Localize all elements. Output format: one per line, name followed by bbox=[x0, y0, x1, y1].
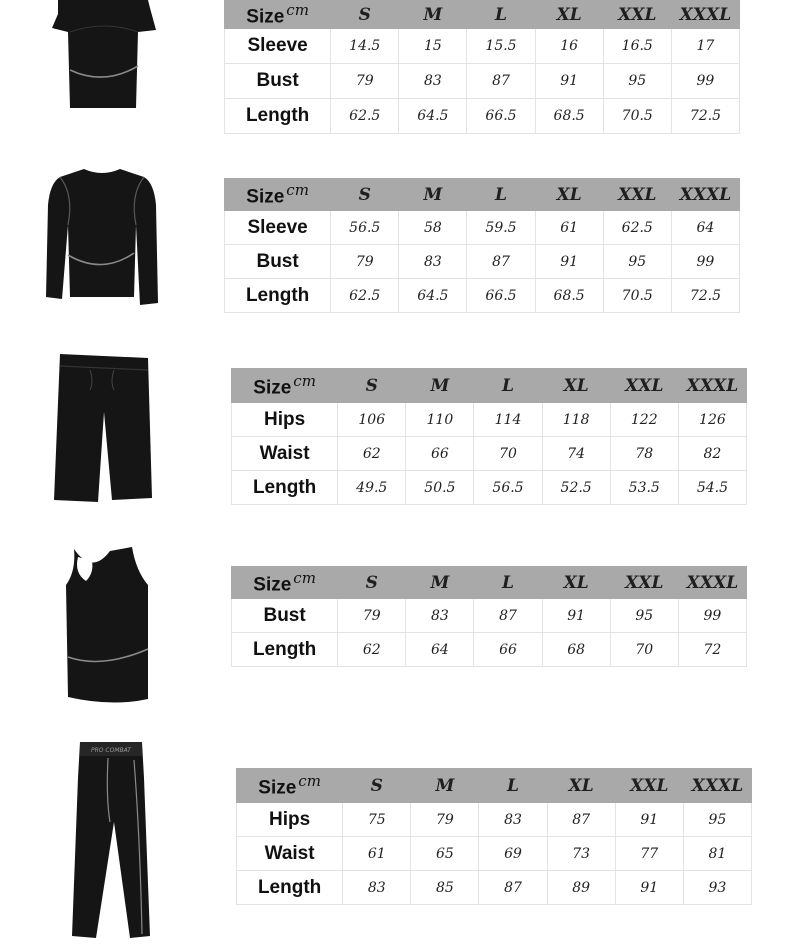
measurement-value: 79 bbox=[411, 803, 479, 837]
measurement-label: Sleeve bbox=[225, 211, 331, 245]
measurement-label: Hips bbox=[232, 403, 338, 437]
measurement-value: 99 bbox=[671, 245, 739, 279]
measurement-label: Bust bbox=[232, 599, 338, 633]
measurement-value: 74 bbox=[542, 437, 610, 471]
measurement-row bbox=[225, 211, 740, 245]
measurement-value: 106 bbox=[338, 403, 406, 437]
measurement-value: 95 bbox=[603, 245, 671, 279]
measurement-label: Length bbox=[232, 633, 338, 667]
measurement-label: Waist bbox=[237, 837, 343, 871]
measurement-label: Length bbox=[225, 279, 331, 313]
size-m-header: M bbox=[411, 769, 479, 803]
measurement-value: 99 bbox=[671, 64, 739, 99]
long-sleeve-shirt-icon bbox=[40, 165, 164, 311]
size-table bbox=[224, 0, 740, 134]
measurement-value: 68.5 bbox=[535, 99, 603, 134]
measurement-value: 91 bbox=[615, 803, 683, 837]
measurement-value: 78 bbox=[610, 437, 678, 471]
waistband-text: PRO COMBAT bbox=[91, 747, 131, 754]
measurement-value: 83 bbox=[399, 245, 467, 279]
measurement-value: 118 bbox=[542, 403, 610, 437]
size-xxl-header: XXL bbox=[610, 567, 678, 599]
size-m-header: M bbox=[406, 369, 474, 403]
measurement-value: 66.5 bbox=[467, 99, 535, 134]
measurement-row bbox=[225, 245, 740, 279]
size-unit-header: Size $^{cm}$ bbox=[225, 179, 331, 211]
measurement-value: 56.5 bbox=[331, 211, 399, 245]
size-header-row bbox=[232, 369, 747, 403]
measurement-value: 61 bbox=[535, 211, 603, 245]
size-s-header: S bbox=[338, 369, 406, 403]
measurement-value: 87 bbox=[547, 803, 615, 837]
measurement-value: 53.5 bbox=[610, 471, 678, 505]
measurement-row bbox=[237, 871, 752, 905]
measurement-value: 70.5 bbox=[603, 279, 671, 313]
measurement-value: 62.5 bbox=[331, 99, 399, 134]
size-unit-header: Size $^{cm}$ bbox=[232, 369, 338, 403]
measurement-row bbox=[237, 837, 752, 871]
measurement-row bbox=[225, 64, 740, 99]
measurement-value: 61 bbox=[343, 837, 411, 871]
measurement-value: 79 bbox=[331, 64, 399, 99]
size-xxl-header: XXL bbox=[610, 369, 678, 403]
measurement-value: 70 bbox=[610, 633, 678, 667]
measurement-value: 72.5 bbox=[671, 279, 739, 313]
measurement-row bbox=[232, 437, 747, 471]
measurement-value: 70.5 bbox=[603, 99, 671, 134]
measurement-value: 59.5 bbox=[467, 211, 535, 245]
measurement-label: Bust bbox=[225, 64, 331, 99]
measurement-label: Hips bbox=[237, 803, 343, 837]
size-header-row bbox=[232, 567, 747, 599]
size-l-header: L bbox=[467, 1, 535, 29]
size-l-header: L bbox=[474, 567, 542, 599]
measurement-value: 79 bbox=[338, 599, 406, 633]
measurement-value: 52.5 bbox=[542, 471, 610, 505]
measurement-value: 93 bbox=[683, 871, 751, 905]
measurement-value: 56.5 bbox=[474, 471, 542, 505]
measurement-value: 66 bbox=[474, 633, 542, 667]
measurement-row bbox=[232, 471, 747, 505]
size-l-header: L bbox=[467, 179, 535, 211]
measurement-label: Length bbox=[232, 471, 338, 505]
measurement-value: 114 bbox=[474, 403, 542, 437]
measurement-row bbox=[237, 803, 752, 837]
measurement-value: 66 bbox=[406, 437, 474, 471]
measurement-value: 85 bbox=[411, 871, 479, 905]
measurement-value: 62 bbox=[338, 437, 406, 471]
measurement-value: 83 bbox=[399, 64, 467, 99]
measurement-value: 91 bbox=[535, 64, 603, 99]
size-xxl-header: XXL bbox=[603, 1, 671, 29]
measurement-value: 87 bbox=[474, 599, 542, 633]
size-l-header: L bbox=[479, 769, 547, 803]
measurement-value: 54.5 bbox=[678, 471, 746, 505]
measurement-value: 58 bbox=[399, 211, 467, 245]
measurement-value: 83 bbox=[343, 871, 411, 905]
measurement-value: 99 bbox=[678, 599, 746, 633]
measurement-value: 89 bbox=[547, 871, 615, 905]
size-xl-header: XL bbox=[542, 369, 610, 403]
measurement-value: 87 bbox=[467, 64, 535, 99]
size-xxxl-header: XXXL bbox=[671, 1, 739, 29]
size-xl-header: XL bbox=[542, 567, 610, 599]
size-xxl-header: XXL bbox=[603, 179, 671, 211]
measurement-value: 81 bbox=[683, 837, 751, 871]
measurement-value: 87 bbox=[467, 245, 535, 279]
measurement-label: Bust bbox=[225, 245, 331, 279]
size-header-row bbox=[225, 179, 740, 211]
size-s-header: S bbox=[331, 1, 399, 29]
measurement-value: 110 bbox=[406, 403, 474, 437]
measurement-value: 126 bbox=[678, 403, 746, 437]
measurement-value: 64 bbox=[406, 633, 474, 667]
short-sleeve-shirt-icon bbox=[44, 0, 162, 118]
size-m-header: M bbox=[399, 1, 467, 29]
size-s-header: S bbox=[331, 179, 399, 211]
measurement-value: 50.5 bbox=[406, 471, 474, 505]
size-l-header: L bbox=[474, 369, 542, 403]
measurement-value: 73 bbox=[547, 837, 615, 871]
shorts-icon bbox=[50, 352, 156, 506]
size-m-header: M bbox=[399, 179, 467, 211]
size-m-header: M bbox=[406, 567, 474, 599]
size-xxl-header: XXL bbox=[615, 769, 683, 803]
measurement-row bbox=[232, 633, 747, 667]
measurement-value: 95 bbox=[603, 64, 671, 99]
size-xxxl-header: XXXL bbox=[678, 567, 746, 599]
measurement-value: 64.5 bbox=[399, 279, 467, 313]
measurement-label: Sleeve bbox=[225, 29, 331, 64]
measurement-value: 17 bbox=[671, 29, 739, 64]
measurement-value: 72 bbox=[678, 633, 746, 667]
measurement-value: 69 bbox=[479, 837, 547, 871]
measurement-value: 66.5 bbox=[467, 279, 535, 313]
size-header-row bbox=[237, 769, 752, 803]
measurement-value: 83 bbox=[479, 803, 547, 837]
measurement-row bbox=[225, 99, 740, 134]
measurement-value: 49.5 bbox=[338, 471, 406, 505]
measurement-row bbox=[232, 599, 747, 633]
measurement-label: Length bbox=[225, 99, 331, 134]
measurement-value: 83 bbox=[406, 599, 474, 633]
measurement-label: Waist bbox=[232, 437, 338, 471]
size-unit-header: Size $^{cm}$ bbox=[225, 1, 331, 29]
measurement-value: 14.5 bbox=[331, 29, 399, 64]
size-xxxl-header: XXXL bbox=[683, 769, 751, 803]
measurement-value: 75 bbox=[343, 803, 411, 837]
size-unit-header: Size $^{cm}$ bbox=[232, 567, 338, 599]
measurement-label: Length bbox=[237, 871, 343, 905]
measurement-value: 70 bbox=[474, 437, 542, 471]
measurement-value: 77 bbox=[615, 837, 683, 871]
size-xxxl-header: XXXL bbox=[671, 179, 739, 211]
measurement-value: 62 bbox=[338, 633, 406, 667]
size-unit-header: Size $^{cm}$ bbox=[237, 769, 343, 803]
measurement-value: 122 bbox=[610, 403, 678, 437]
measurement-value: 87 bbox=[479, 871, 547, 905]
size-table bbox=[231, 566, 747, 667]
measurement-row bbox=[225, 279, 740, 313]
measurement-value: 72.5 bbox=[671, 99, 739, 134]
measurement-value: 16 bbox=[535, 29, 603, 64]
size-table bbox=[236, 768, 752, 905]
measurement-value: 91 bbox=[615, 871, 683, 905]
measurement-value: 82 bbox=[678, 437, 746, 471]
measurement-value: 95 bbox=[610, 599, 678, 633]
size-table bbox=[231, 368, 747, 505]
measurement-value: 15 bbox=[399, 29, 467, 64]
measurement-row bbox=[232, 403, 747, 437]
measurement-value: 68 bbox=[542, 633, 610, 667]
measurement-value: 15.5 bbox=[467, 29, 535, 64]
measurement-value: 64.5 bbox=[399, 99, 467, 134]
measurement-value: 62.5 bbox=[603, 211, 671, 245]
measurement-value: 91 bbox=[535, 245, 603, 279]
size-s-header: S bbox=[343, 769, 411, 803]
measurement-value: 65 bbox=[411, 837, 479, 871]
size-s-header: S bbox=[338, 567, 406, 599]
measurement-value: 16.5 bbox=[603, 29, 671, 64]
measurement-value: 79 bbox=[331, 245, 399, 279]
size-table bbox=[224, 178, 740, 313]
measurement-row bbox=[225, 29, 740, 64]
size-xl-header: XL bbox=[535, 179, 603, 211]
measurement-value: 91 bbox=[542, 599, 610, 633]
measurement-value: 95 bbox=[683, 803, 751, 837]
size-xl-header: XL bbox=[535, 1, 603, 29]
size-xxxl-header: XXXL bbox=[678, 369, 746, 403]
measurement-value: 62.5 bbox=[331, 279, 399, 313]
size-header-row bbox=[225, 1, 740, 29]
tank-top-icon bbox=[62, 545, 152, 705]
measurement-value: 64 bbox=[671, 211, 739, 245]
size-xl-header: XL bbox=[547, 769, 615, 803]
leggings-icon bbox=[62, 738, 158, 940]
measurement-value: 68.5 bbox=[535, 279, 603, 313]
